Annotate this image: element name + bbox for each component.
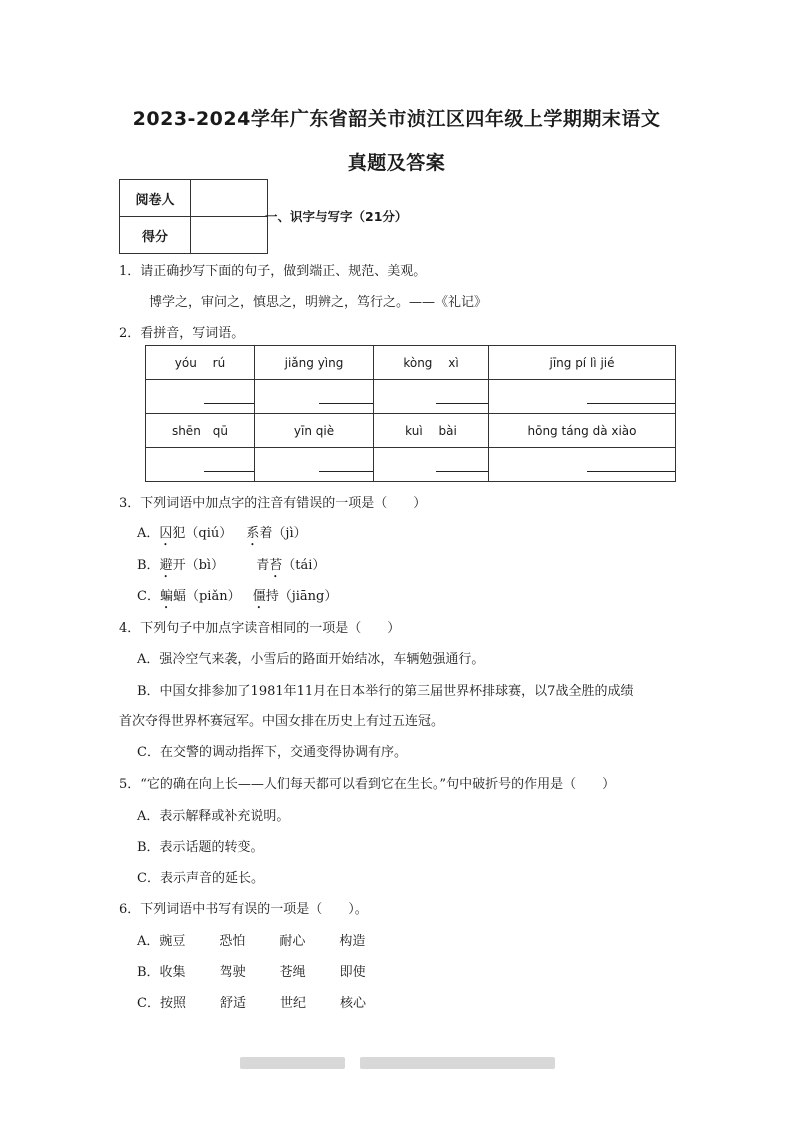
- q6-stem: 6．下列词语中书写有误的一项是（ ）。: [119, 902, 368, 917]
- score-label: 得分: [120, 217, 191, 254]
- option-text: 蝠（piǎn）: [172, 589, 241, 604]
- answer-cell[interactable]: [255, 380, 374, 414]
- document-title-line1: 2023-2024学年广东省韶关市浈江区四年级上学期期末语文: [132, 108, 661, 130]
- answer-blank: [204, 403, 254, 404]
- dotted-char: 避: [159, 558, 173, 573]
- dotted-char: 囚: [159, 526, 173, 541]
- pinyin-cell: hōng táng dà xiào: [489, 414, 676, 448]
- q1-quote: 博学之，审问之，慎思之，明辨之，笃行之。——《礼记》: [149, 295, 488, 310]
- word: 舒适: [219, 996, 246, 1011]
- word: 驾驶: [219, 965, 246, 980]
- q5-option-a[interactable]: A．表示解释或补充说明。: [137, 809, 290, 824]
- blurred-footer-left: [240, 1057, 345, 1069]
- option-text: 持（jiāng）: [265, 589, 338, 604]
- q6-option-a[interactable]: [137, 930, 399, 949]
- q4-stem: 4．下列句子中加点字读音相同的一项是（ ）: [119, 621, 401, 636]
- q3-option-a[interactable]: [137, 522, 307, 549]
- q5-option-b[interactable]: B．表示话题的转变。: [137, 840, 264, 855]
- pinyin-row: [146, 414, 676, 448]
- q3-stem: 3．下列词语中加点字的注音有错误的一项是（ ）: [119, 496, 427, 511]
- reviewer-cell: [191, 180, 268, 217]
- q4-option-b-line1[interactable]: B．中国女排参加了1981年11月在日本举行的第三届世界杯排球赛，以7战全胜的成绩: [137, 684, 634, 699]
- answer-cell[interactable]: [146, 448, 255, 482]
- answer-blank: [436, 403, 488, 404]
- dotted-char: 苔: [269, 558, 283, 573]
- q1-stem: 1．请正确抄写下面的句子，做到端正、规范、美观。: [119, 264, 427, 279]
- q5-option-c[interactable]: C．表示声音的延长。: [137, 871, 264, 886]
- answer-blank: [319, 403, 373, 404]
- word: 恐怕: [219, 934, 246, 949]
- answer-cell[interactable]: [489, 448, 676, 482]
- option-letter: B．: [137, 558, 160, 573]
- answer-cell[interactable]: [374, 380, 489, 414]
- word: 即使: [339, 965, 366, 980]
- q4-option-b-line2: 首次夺得世界杯赛冠军。中国女排在历史上有过五连冠。: [119, 714, 445, 729]
- answer-blank: [319, 471, 373, 472]
- option-text: 犯（qiú）: [172, 526, 233, 541]
- pinyin-row: [146, 346, 676, 380]
- option-text: 开（bì）: [172, 558, 225, 573]
- answer-cell[interactable]: [255, 448, 374, 482]
- answer-blank: [587, 403, 675, 404]
- pinyin-cell: yóu rú: [146, 346, 255, 380]
- dotted-char: 系: [246, 526, 260, 541]
- q3-option-c[interactable]: [137, 585, 337, 612]
- word: 世纪: [279, 996, 306, 1011]
- option-letter: A．: [137, 526, 160, 541]
- answer-cell[interactable]: [489, 380, 676, 414]
- word: 构造: [339, 934, 366, 949]
- pinyin-cell: yīn qiè: [255, 414, 374, 448]
- answer-row: [146, 448, 676, 482]
- option-letter: C．: [137, 589, 160, 604]
- pinyin-cell: jiǎng yìng: [255, 346, 374, 380]
- pinyin-cell: kuì bài: [374, 414, 489, 448]
- option-text: 青: [256, 558, 270, 573]
- answer-cell[interactable]: [146, 380, 255, 414]
- word: B．收集: [137, 965, 186, 980]
- q2-stem: 2．看拼音，写词语。: [119, 326, 245, 341]
- pinyin-cell: jīng pí lì jié: [489, 346, 676, 380]
- q3-option-b[interactable]: [137, 554, 325, 581]
- blurred-footer-right: [360, 1057, 555, 1069]
- answer-cell[interactable]: [374, 448, 489, 482]
- q4-option-c[interactable]: C．在交警的调动指挥下，交通变得协调有序。: [137, 745, 407, 760]
- word: C．按照: [137, 996, 186, 1011]
- option-text: （tái）: [282, 558, 326, 573]
- answer-blank: [587, 471, 675, 472]
- answer-blank: [436, 471, 488, 472]
- pinyin-cell: shēn qū: [146, 414, 255, 448]
- pinyin-cell: kòng xì: [374, 346, 489, 380]
- q6-option-c[interactable]: [137, 992, 400, 1011]
- word: 耐心: [279, 934, 306, 949]
- word: A．豌豆: [137, 934, 186, 949]
- dotted-char: 蝙: [159, 589, 173, 604]
- document-title-line2: 真题及答案: [347, 152, 446, 174]
- word: 核心: [339, 996, 366, 1011]
- q6-option-b[interactable]: [137, 961, 400, 980]
- word: 苍绳: [279, 965, 306, 980]
- pinyin-table: [145, 345, 676, 482]
- q4-option-a[interactable]: A．强冷空气来袭，小雪后的路面开始结冰，车辆勉强通行。: [137, 652, 485, 667]
- dotted-char: 僵: [252, 589, 266, 604]
- score-box: [119, 179, 268, 254]
- option-text: 着（jì）: [259, 526, 307, 541]
- section-heading: 一、识字与写字（21分）: [265, 209, 408, 224]
- answer-blank: [204, 471, 254, 472]
- reviewer-label: 阅卷人: [120, 180, 191, 217]
- answer-row: [146, 380, 676, 414]
- q5-stem: 5．“它的确在向上长——人们每天都可以看到它在生长。”句中破折号的作用是（ ）: [119, 777, 616, 792]
- score-cell: [191, 217, 268, 254]
